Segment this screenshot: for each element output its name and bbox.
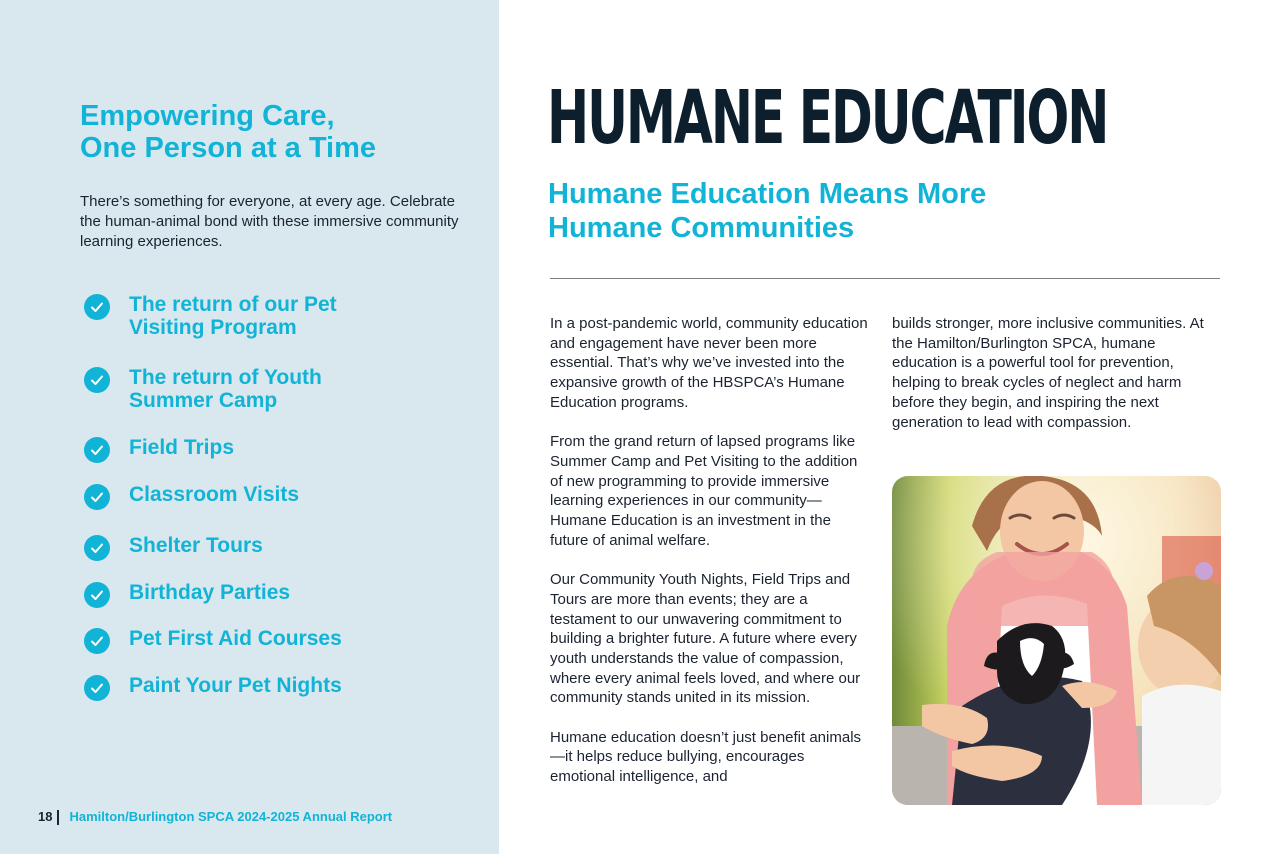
checkmark-circle-icon bbox=[84, 535, 110, 561]
sidebar-heading-line-2: One Person at a Time bbox=[80, 132, 377, 164]
page-number: 18 bbox=[38, 809, 53, 824]
body-column-left bbox=[550, 314, 872, 807]
checkmark-circle-icon bbox=[84, 582, 110, 608]
program-item-label: Shelter Tours bbox=[129, 534, 263, 557]
body-paragraph: Our Community Youth Nights, Field Trips and Tours are more than events; they are a testament to our unwavering commitment to building a brighter future. A future where every youth understands the value of compassion, where every animal feels loved, and where our community stands united in its mission. bbox=[550, 571, 861, 707]
body-paragraph: In a post-pandemic world, community education and engagement have never been more essential. That’s why we’ve invested into the expansive growth of the HBSPCA’s Humane Education programs. bbox=[550, 315, 868, 411]
program-item bbox=[84, 627, 389, 654]
body-paragraph: Humane education doesn’t just benefit animals—it helps reduce bullying, encourages emotional intelligence, and bbox=[550, 728, 862, 786]
program-item bbox=[84, 534, 389, 561]
program-item-label: Pet First Aid Courses bbox=[129, 627, 342, 650]
program-item bbox=[84, 293, 389, 339]
program-item-label: The return of our Pet Visiting Program bbox=[129, 293, 337, 339]
report-title: Hamilton/Burlington SPCA 2024-2025 Annual Report bbox=[69, 809, 393, 824]
program-item bbox=[84, 674, 389, 701]
photo-woman-child-puppy bbox=[892, 476, 1221, 805]
checkmark-circle-icon bbox=[84, 628, 110, 654]
program-item bbox=[84, 366, 389, 412]
body-column-right bbox=[892, 314, 1212, 452]
program-item-label: Birthday Parties bbox=[129, 581, 291, 604]
body-paragraph-continued: builds stronger, more inclusive communities. At the Hamilton/Burlington SPCA, humane education is a powerful tool for prevention, helping to break cycles of neglect and harm before they begin, and inspiring the next generation to lead with compassion. bbox=[892, 315, 1204, 431]
sidebar-heading-line-1: Empowering Care, bbox=[80, 100, 335, 132]
sidebar-intro: There’s something for everyone, at every age. Celebrate the human-animal bond with these immersive community learning experiences. bbox=[80, 193, 459, 250]
sidebar-heading bbox=[80, 100, 480, 164]
checkmark-circle-icon bbox=[84, 294, 110, 320]
page-title: HUMANE EDUCATION bbox=[547, 75, 1108, 161]
checkmark-circle-icon bbox=[84, 437, 110, 463]
footer-divider bbox=[57, 810, 59, 825]
section-divider bbox=[550, 278, 1220, 279]
program-item-label: Classroom Visits bbox=[129, 483, 300, 506]
program-item-label: Field Trips bbox=[129, 436, 235, 459]
subtitle-line-1: Humane Education Means More bbox=[548, 178, 987, 210]
checkmark-circle-icon bbox=[84, 484, 110, 510]
body-paragraph: From the grand return of lapsed programs like Summer Camp and Pet Visiting to the addition of new programming to provide immersive learning experiences in our community—Humane Education is an investment in the future of animal welfare. bbox=[550, 433, 858, 549]
photo-illustration bbox=[892, 476, 1221, 805]
subtitle-line-2: Humane Communities bbox=[548, 212, 855, 244]
checkmark-circle-icon bbox=[84, 675, 110, 701]
program-item bbox=[84, 436, 389, 463]
program-item bbox=[84, 483, 389, 510]
page-footer bbox=[38, 808, 392, 826]
left-panel bbox=[0, 0, 499, 854]
program-item bbox=[84, 581, 389, 608]
checkmark-circle-icon bbox=[84, 367, 110, 393]
program-item-label: The return of Youth Summer Camp bbox=[129, 366, 322, 412]
section-subtitle bbox=[548, 177, 1068, 245]
program-item-label: Paint Your Pet Nights bbox=[129, 674, 342, 697]
